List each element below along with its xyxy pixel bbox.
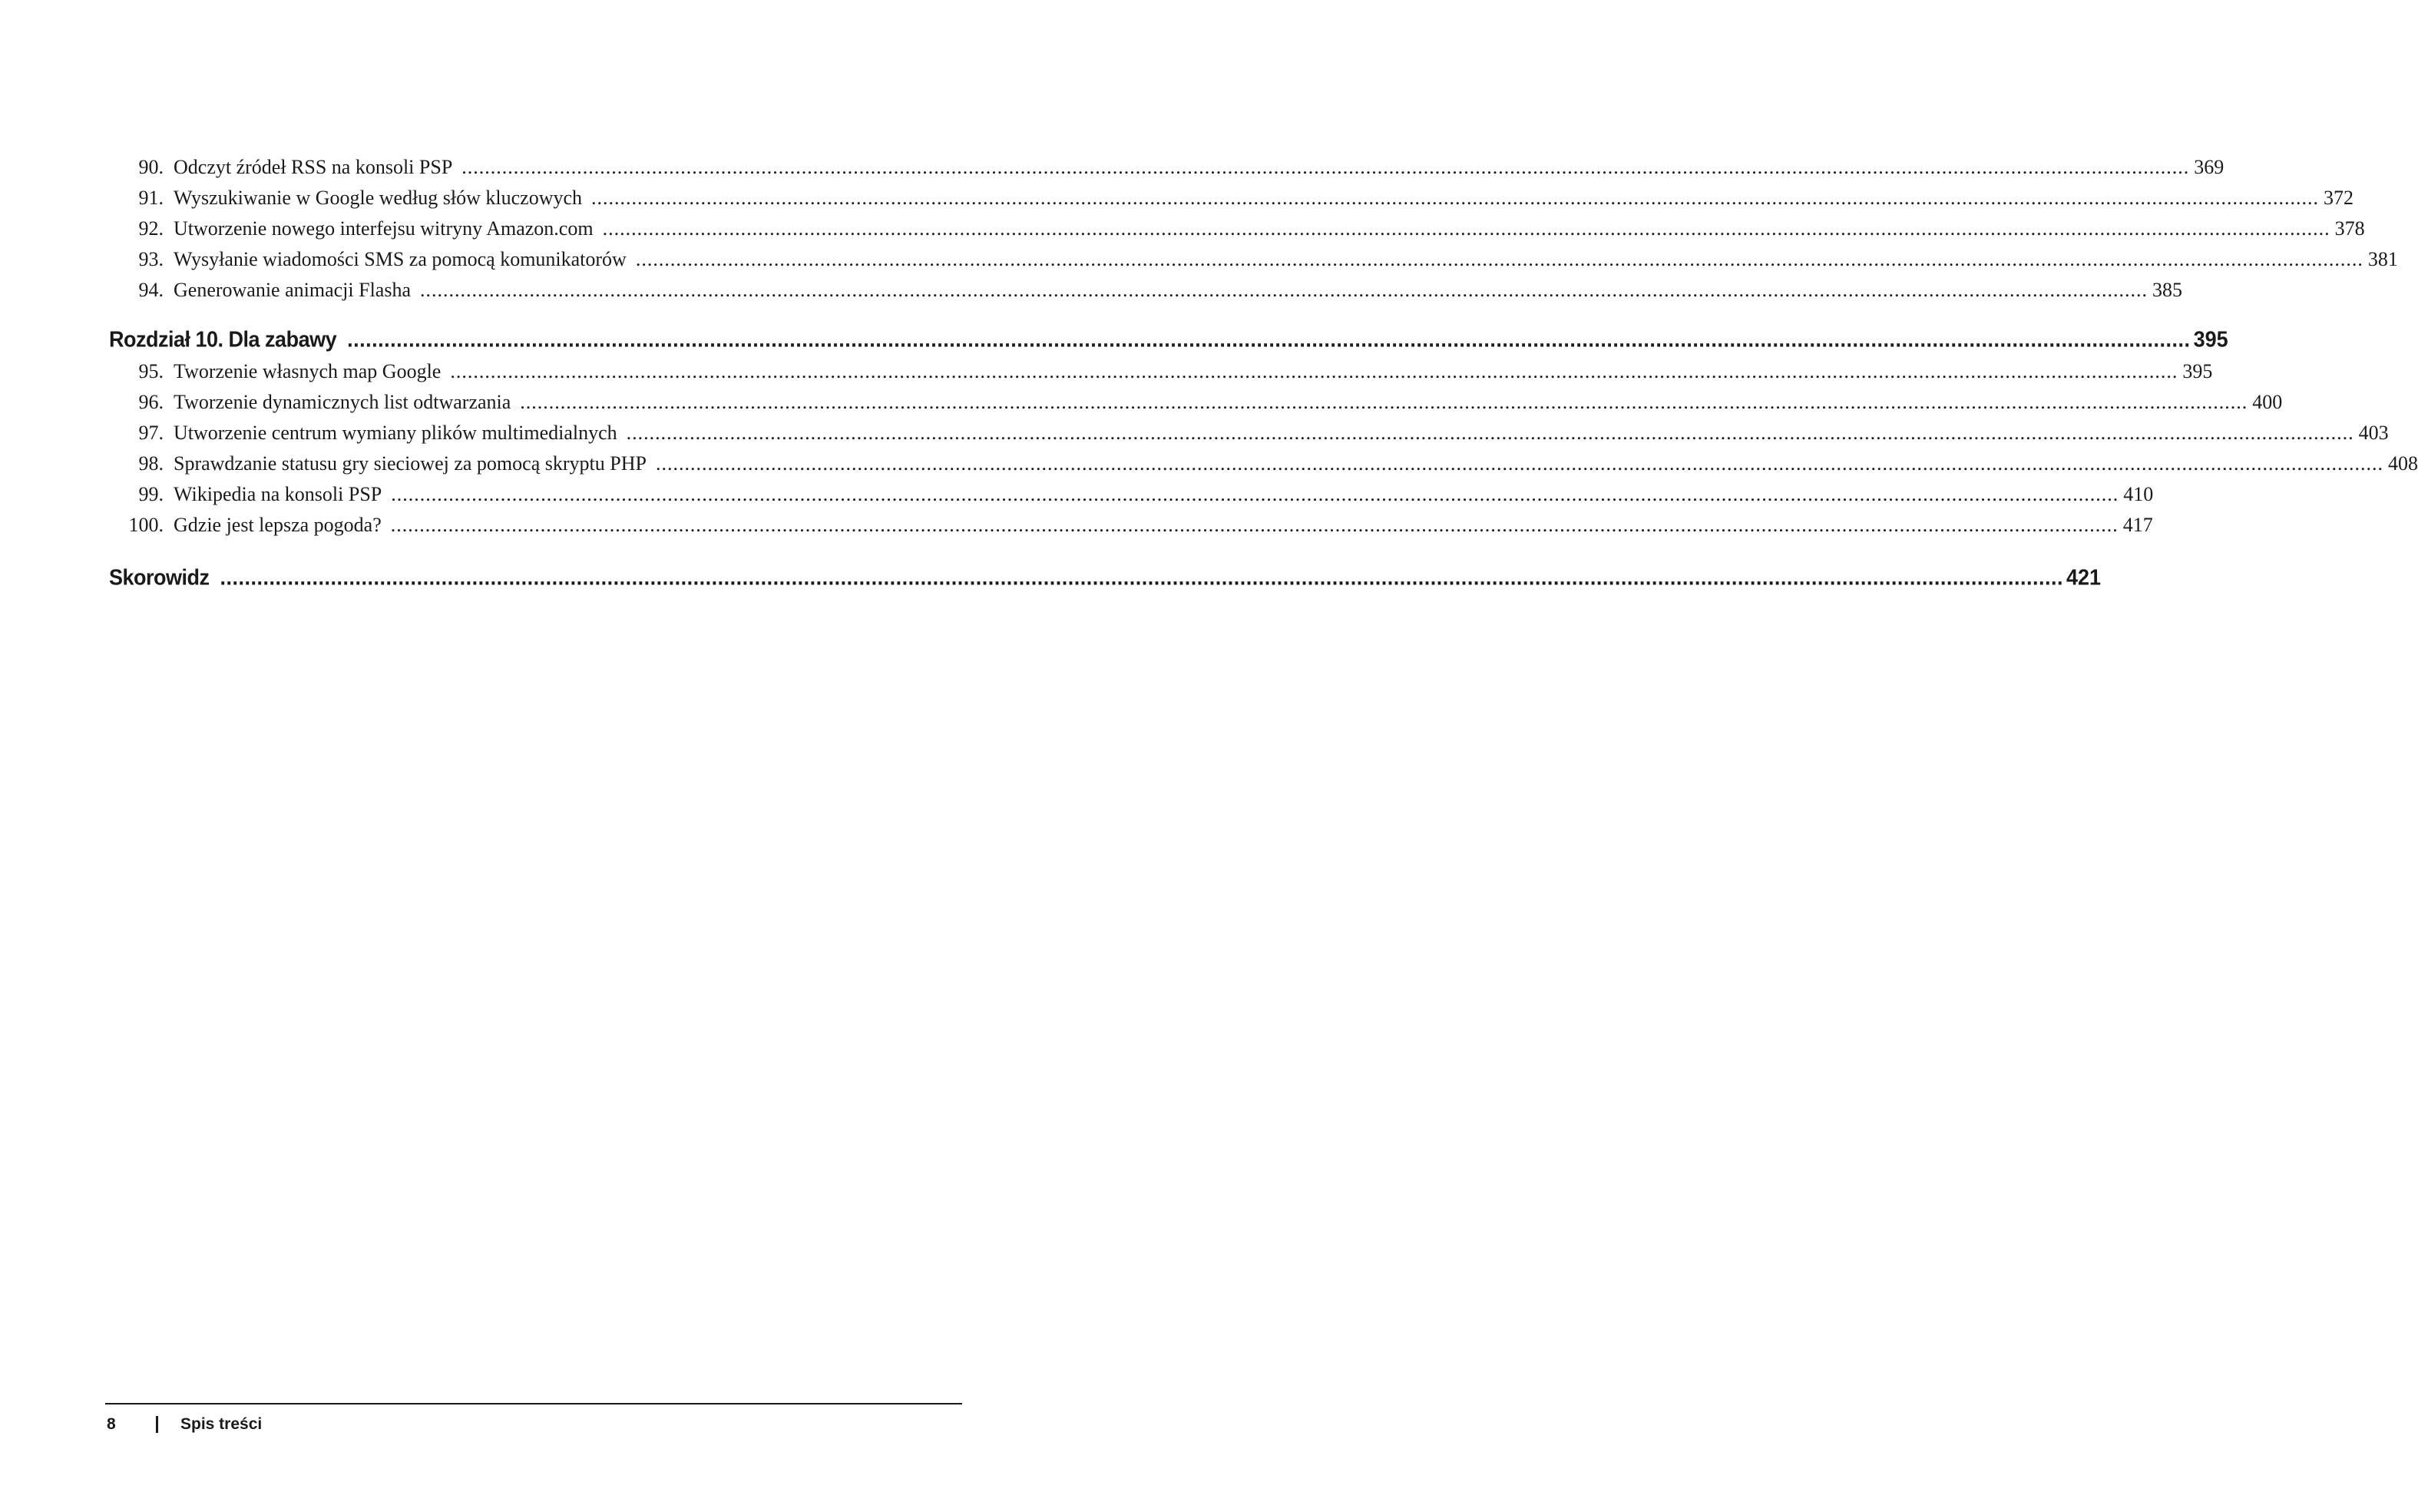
index-page: 421 — [2066, 565, 2102, 590]
dot-leader: ............................................................................................................................................................................................................................................................................................................ — [390, 514, 2119, 536]
toc-entry[interactable] — [109, 152, 2224, 183]
entry-number: 96. — [138, 391, 164, 413]
entry-title: Wikipedia na konsoli PSP — [174, 483, 382, 505]
entry-page: 369 — [2194, 156, 2224, 178]
page-number: 8 — [107, 1415, 116, 1433]
entry-number: 94. — [138, 279, 164, 301]
toc-entry[interactable] — [109, 275, 2182, 306]
entry-page: 410 — [2123, 483, 2154, 505]
entry-title: Wysyłanie wiadomości SMS za pomocą komunikatorów — [174, 248, 627, 270]
index-title: Skorowidz — [109, 565, 210, 590]
toc-entry[interactable] — [109, 213, 2365, 244]
toc-entry[interactable] — [109, 183, 2354, 213]
entry-number: 93. — [138, 248, 164, 270]
chapter-page: 395 — [2193, 327, 2228, 352]
entry-page: 400 — [2252, 391, 2283, 413]
table-of-contents — [109, 152, 2418, 594]
toc-index-heading[interactable] — [109, 560, 2102, 595]
footer-separator — [156, 1416, 158, 1433]
entry-number: 97. — [138, 422, 164, 444]
spacer — [109, 306, 959, 323]
entry-title: Utworzenie nowego interfejsu witryny Amazon.com — [174, 217, 594, 240]
dot-leader: ............................................................................................................................................................................................................................................................................................................ — [602, 217, 2330, 240]
entry-page: 395 — [2182, 360, 2213, 382]
entry-title: Gdzie jest lepsza pogoda? — [174, 514, 382, 536]
dot-leader: ............................................................................................................................................................................................................................................................................................................ — [450, 360, 2178, 382]
dot-leader: ............................................................................................................................................................................................................................................................................................................ — [347, 327, 2191, 352]
entry-title: Utworzenie centrum wymiany plików multimedialnych — [174, 422, 617, 444]
dot-leader: ............................................................................................................................................................................................................................................................................................................ — [461, 156, 2190, 178]
dot-leader: ............................................................................................................................................................................................................................................................................................................ — [635, 248, 2363, 270]
toc-entry[interactable] — [109, 479, 2154, 510]
dot-leader: ............................................................................................................................................................................................................................................................................................................ — [626, 422, 2354, 444]
dot-leader: ............................................................................................................................................................................................................................................................................................................ — [220, 565, 2063, 590]
entry-page: 378 — [2334, 217, 2365, 240]
entry-title: Generowanie animacji Flasha — [174, 279, 411, 301]
entry-number: 95. — [138, 360, 164, 382]
entry-number: 100. — [128, 514, 164, 536]
entry-title: Tworzenie własnych map Google — [174, 360, 442, 382]
dot-leader: ............................................................................................................................................................................................................................................................................................................ — [591, 187, 2320, 209]
dot-leader: ............................................................................................................................................................................................................................................................................................................ — [655, 452, 2383, 475]
entry-number: 90. — [138, 156, 164, 178]
toc-entry[interactable] — [109, 244, 2398, 275]
entry-title: Odczyt źródeł RSS na konsoli PSP — [174, 156, 453, 178]
dot-leader: ............................................................................................................................................................................................................................................................................................................ — [391, 483, 2119, 505]
entry-number: 91. — [138, 187, 164, 209]
toc-entry[interactable] — [109, 448, 2418, 479]
entry-number: 98. — [138, 452, 164, 475]
toc-entry[interactable] — [109, 387, 2283, 418]
entry-page: 381 — [2367, 248, 2398, 270]
toc-entry[interactable] — [109, 356, 2213, 387]
entry-page: 417 — [2122, 514, 2153, 536]
entry-page: 408 — [2387, 452, 2418, 475]
entry-number: 92. — [138, 217, 164, 240]
entry-page: 385 — [2152, 279, 2182, 301]
entry-title: Wyszukiwanie w Google według słów kluczowych — [174, 187, 583, 209]
entry-title: Tworzenie dynamicznych list odtwarzania — [174, 391, 511, 413]
toc-entry[interactable] — [109, 510, 2153, 541]
dot-leader: ............................................................................................................................................................................................................................................................................................................ — [420, 279, 2148, 301]
entry-page: 372 — [2324, 187, 2354, 209]
chapter-title: Rozdział 10. Dla zabawy — [109, 327, 337, 352]
entry-page: 403 — [2358, 422, 2389, 444]
footer-rule — [105, 1403, 962, 1404]
spacer — [109, 541, 959, 561]
dot-leader: ............................................................................................................................................................................................................................................................................................................ — [520, 391, 2248, 413]
toc-entry[interactable] — [109, 418, 2389, 448]
section-name: Spis treści — [180, 1415, 263, 1433]
toc-chapter-heading[interactable] — [109, 322, 2228, 357]
entry-title: Sprawdzanie statusu gry sieciowej za pomocą skryptu PHP — [174, 452, 647, 475]
entry-number: 99. — [138, 483, 164, 505]
